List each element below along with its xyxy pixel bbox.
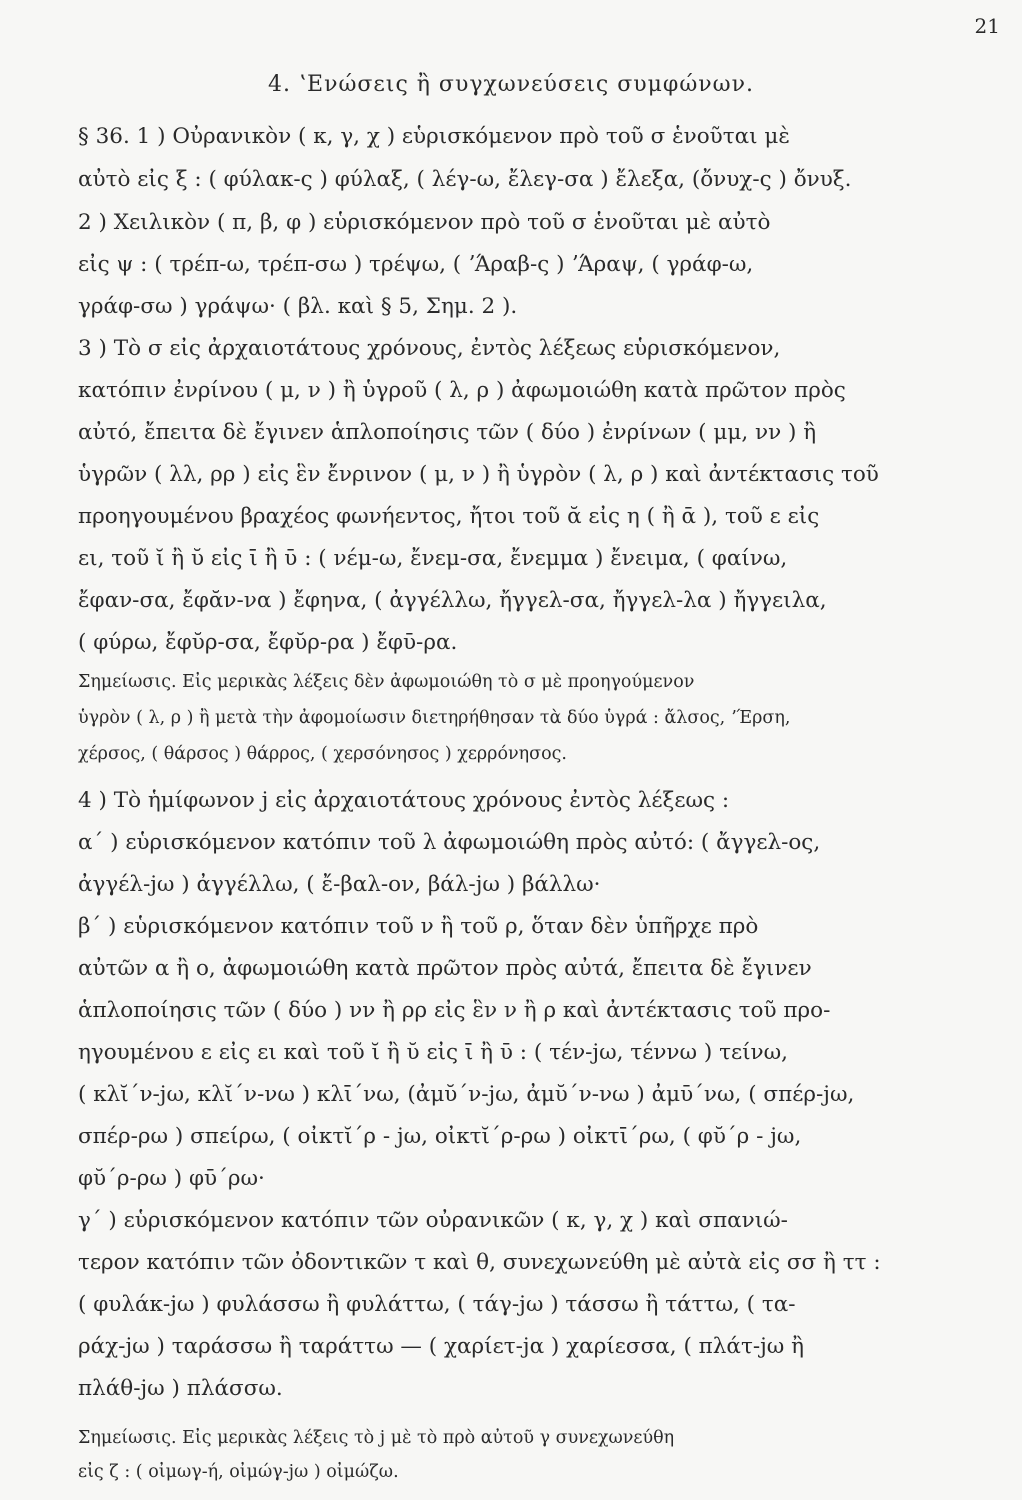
text-line: § 36. 1 ) Οὐρανικὸν ( κ, γ, χ ) εὑρισκόμενον πρὸ τοῦ σ ἑνοῦται μὲ xyxy=(78,124,790,149)
text-line: ( κλῐ΄ν-jω, κλῐ΄ν-νω ) κλῑ΄νω, (ἀμῠ΄ν-jω, ἀμῠ΄ν-νω ) ἀμῡ΄νω, ( σπέρ-jω, xyxy=(78,1082,855,1107)
note-line: ὑγρὸν ( λ, ρ ) ἢ μετὰ τὴν ἀφομοίωσιν διετηρήθησαν τὰ δύο ὑγρά : ἄλσος, ʼΈρση, xyxy=(78,708,791,728)
text-line: αὐτό, ἔπειτα δὲ ἔγινεν ἁπλοποίησις τῶν ( δύο ) ἐνρίνων ( μμ, νν ) ἢ xyxy=(78,420,817,445)
text-line: εἰς ψ : ( τρέπ-ω, τρέπ-σω ) τρέψω, ( ʼΆραβ-ς ) ʼΆραψ, ( γράφ-ω, xyxy=(78,252,754,277)
text-line: γράφ-σω ) γράψω· ( βλ. καὶ § 5, Σημ. 2 ). xyxy=(78,294,518,319)
text-line: προηγουμένου βραχέος φωνήεντος, ἤτοι τοῦ ᾰ εἰς η ( ἢ ᾱ ), τοῦ ε εἰς xyxy=(78,504,820,529)
text-line: πλάθ-jω ) πλάσσω. xyxy=(78,1376,283,1401)
note-line: Σημείωσις. Εἰς μερικὰς λέξεις τὸ j μὲ τὸ πρὸ αὐτοῦ γ συνεχωνεύθη xyxy=(78,1428,675,1448)
text-line: ἀγγέλ-jω ) ἀγγέλλω, ( ἔ-βαλ-ον, βάλ-jω ) βάλλω· xyxy=(78,872,601,897)
text-line: φῠ΄ρ-ρω ) φῡ΄ρω· xyxy=(78,1166,265,1191)
note-line: εἰς ζ : ( οἰμωγ-ή, οἰμώγ-jω ) οἰμώζω. xyxy=(78,1462,399,1482)
text-line: ( φύρω, ἔφῠρ-σα, ἔφῠρ-ρα ) ἔφῡ-ρα. xyxy=(78,630,458,655)
text-line: ηγουμένου ε εἰς ει καὶ τοῦ ῐ ἢ ῠ εἰς ῑ ἢ ῡ : ( τέν-jω, τέννω ) τείνω, xyxy=(78,1040,788,1065)
text-line: γ΄ ) εὑρισκόμενον κατόπιν τῶν οὐρανικῶν ( κ, γ, χ ) καὶ σπανιώ- xyxy=(78,1208,788,1233)
text-line: τερον κατόπιν τῶν ὀδοντικῶν τ καὶ θ, συνεχωνεύθη μὲ αὐτὰ εἰς σσ ἢ ττ : xyxy=(78,1250,881,1275)
page-number: 21 xyxy=(974,14,1000,38)
text-line: ἔφαν-σα, ἔφᾰν-να ) ἔφηνα, ( ἀγγέλλω, ἤγγελ-σα, ἤγγελ-λα ) ἤγγειλα, xyxy=(78,588,827,613)
text-line: α΄ ) εὑρισκόμενον κατόπιν τοῦ λ ἀφωμοιώθη πρὸς αὐτό: ( ἄγγελ-ος, xyxy=(78,830,821,855)
text-line: 2 ) Χειλικὸν ( π, β, φ ) εὑρισκόμενον πρὸ τοῦ σ ἑνοῦται μὲ αὐτὸ xyxy=(78,210,771,235)
section-title: 4. ʽΕνώσεις ἢ συγχωνεύσεις συμφώνων. xyxy=(268,72,754,97)
text-line: σπέρ-ρω ) σπείρω, ( οἰκτῐ΄ρ - jω, οἰκτῐ΄ρ-ρω ) οἰκτῑ΄ρω, ( φῠ΄ρ - jω, xyxy=(78,1124,802,1149)
text-line: β΄ ) εὑρισκόμενον κατόπιν τοῦ ν ἢ τοῦ ρ, ὅταν δὲν ὑπῆρχε πρὸ xyxy=(78,914,759,939)
text-line: 3 ) Τὸ σ εἰς ἀρχαιοτάτους χρόνους, ἐντὸς λέξεως εὑρισκόμενον, xyxy=(78,336,781,361)
text-line: 4 ) Τὸ ἡμίφωνον j εἰς ἀρχαιοτάτους χρόνους ἐντὸς λέξεως : xyxy=(78,788,730,813)
text-line: ράχ-jω ) ταράσσω ἢ ταράττω — ( χαρίετ-jα ) χαρίεσσα, ( πλάτ-jω ἢ xyxy=(78,1334,805,1359)
text-line: ὑγρῶν ( λλ, ρρ ) εἰς ἓν ἔνρινον ( μ, ν ) ἢ ὑγρὸν ( λ, ρ ) καὶ ἀντέκτασις τοῦ xyxy=(78,462,879,487)
note-line: χέρσος, ( θάρσος ) θάρρος, ( χερσόνησος ) χερρόνησος. xyxy=(78,744,567,764)
text-line: ει, τοῦ ῐ ἢ ῠ εἰς ῑ ἢ ῡ : ( νέμ-ω, ἔνεμ-σα, ἔνεμμα ) ἔνειμα, ( φαίνω, xyxy=(78,546,788,571)
text-line: κατόπιν ἐνρίνου ( μ, ν ) ἢ ὑγροῦ ( λ, ρ ) ἀφωμοιώθη κατὰ πρῶτον πρὸς xyxy=(78,378,846,403)
text-line: ( φυλάκ-jω ) φυλάσσω ἢ φυλάττω, ( τάγ-jω ) τάσσω ἢ τάττω, ( τα- xyxy=(78,1292,796,1317)
text-line: αὐτῶν α ἢ ο, ἀφωμοιώθη κατὰ πρῶτον πρὸς αὐτά, ἔπειτα δὲ ἔγινεν xyxy=(78,956,812,981)
text-line: αὐτὸ εἰς ξ : ( φύλακ-ς ) φύλαξ, ( λέγ-ω, ἔλεγ-σα ) ἔλεξα, (ὄνυχ-ς ) ὄνυξ. xyxy=(78,167,852,192)
note-line: Σημείωσις. Εἰς μερικὰς λέξεις δὲν ἀφωμοιώθη τὸ σ μὲ προηγούμενον xyxy=(78,672,695,692)
text-line: ἁπλοποίησις τῶν ( δύο ) νν ἢ ρρ εἰς ἓν ν ἢ ρ καὶ ἀντέκτασις τοῦ προ- xyxy=(78,998,831,1023)
